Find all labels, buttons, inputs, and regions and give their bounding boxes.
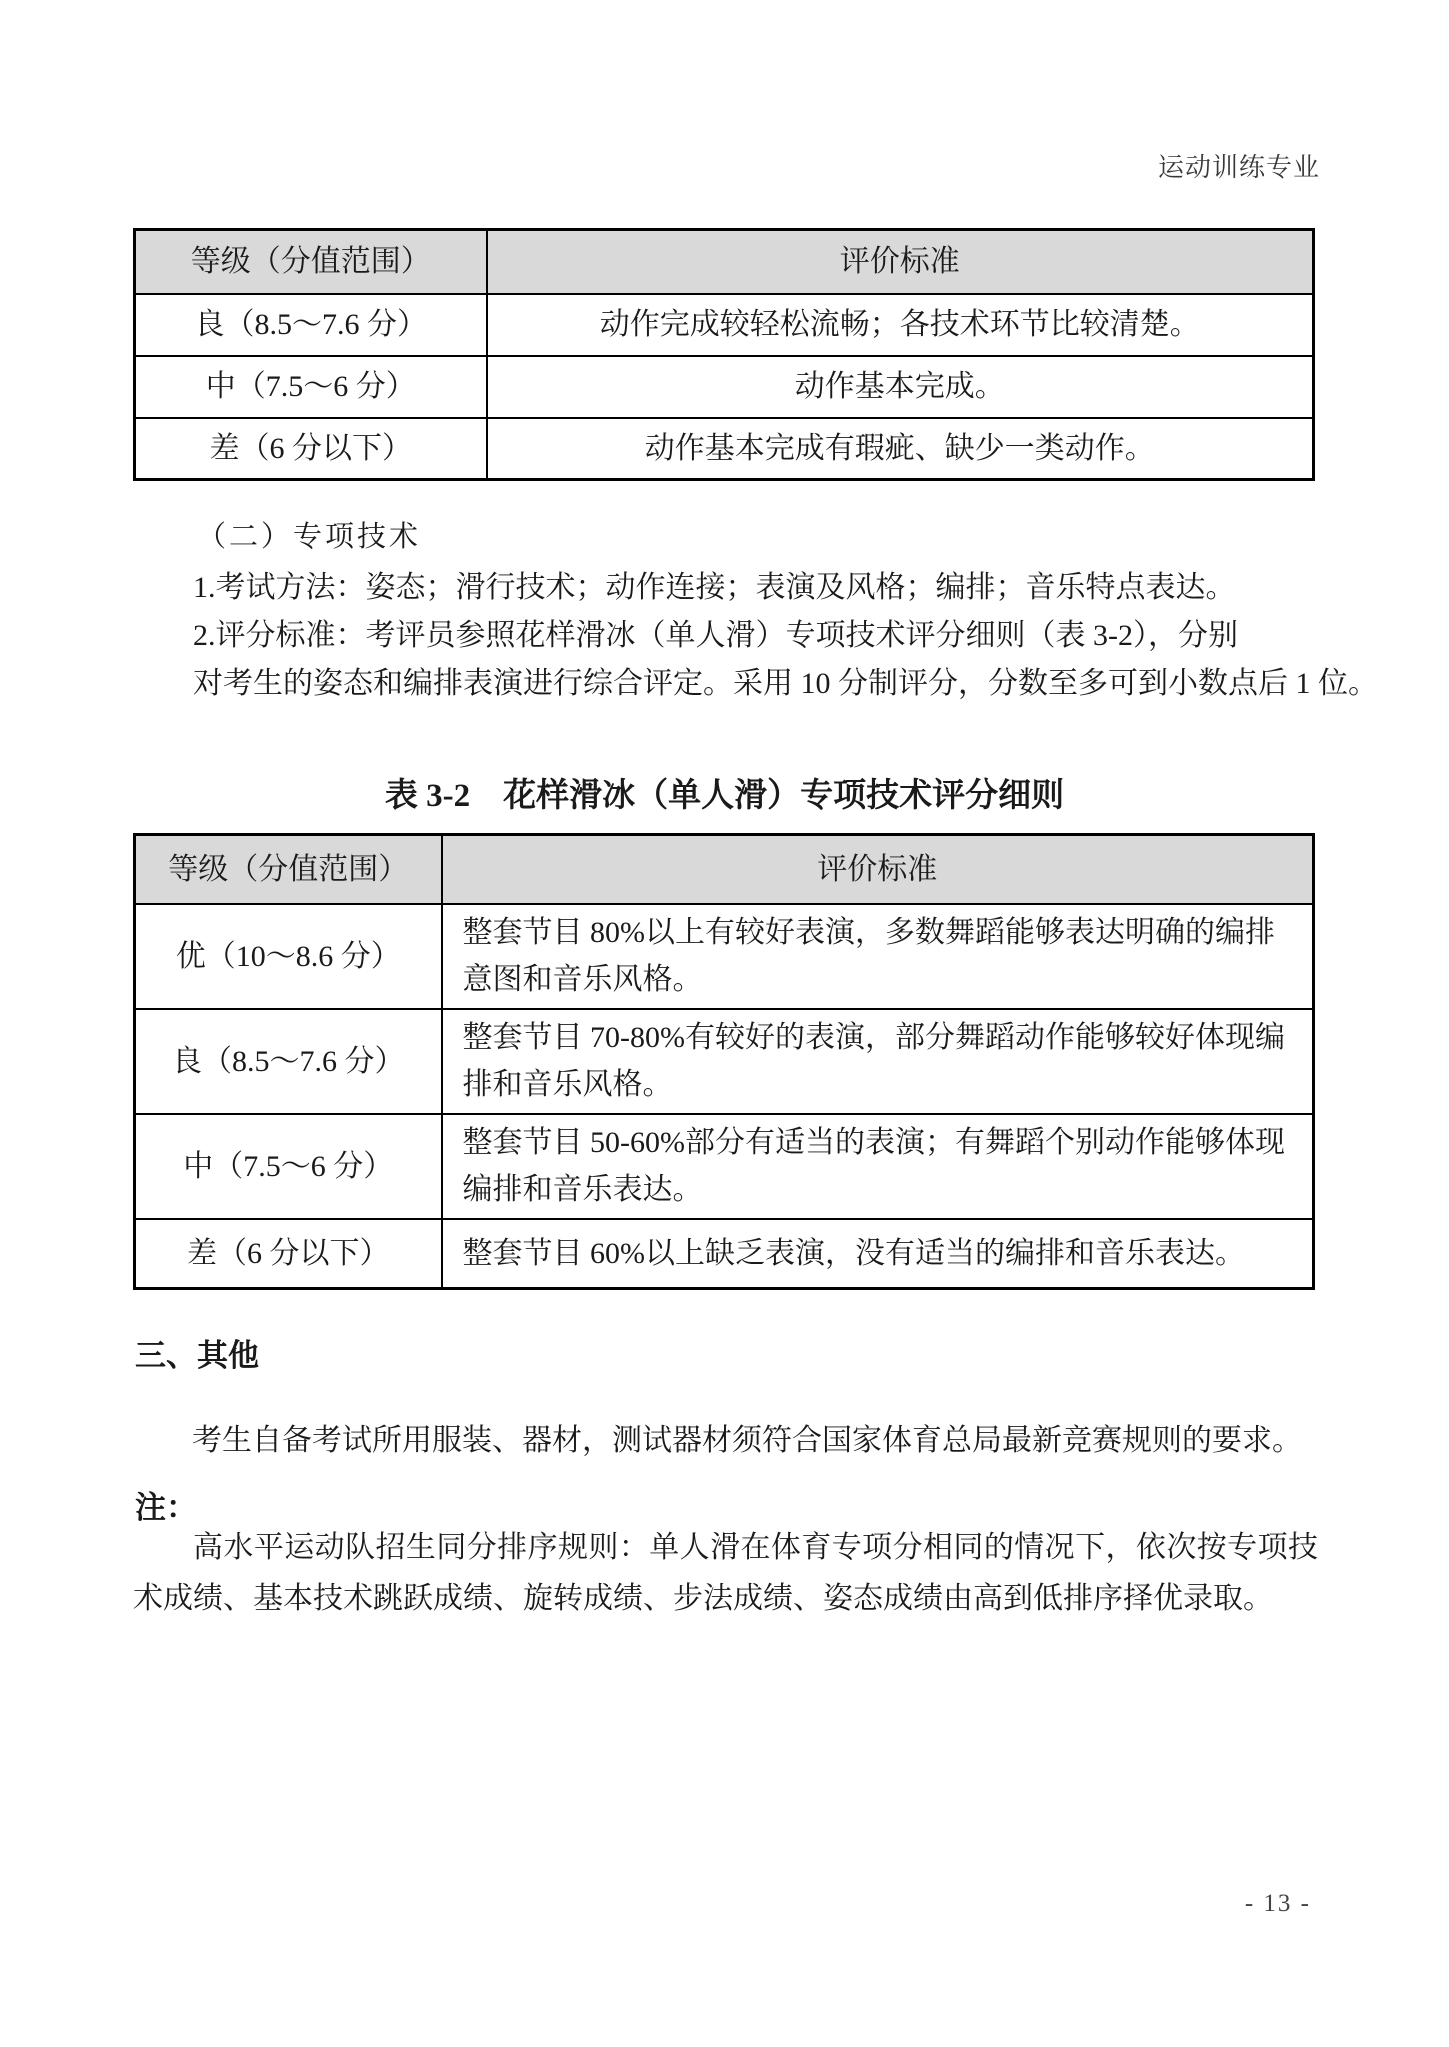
table-row [135, 418, 1314, 480]
grade-cell: 中（7.5～6 分） [135, 1114, 442, 1219]
section-heading-special-technique: （二）专项技术 [197, 521, 422, 553]
note-paragraph: 高水平运动队招生同分排序规则：单人滑在体育专项分相同的情况下，依次按专项技术成绩、基本技术跳跃成绩、旋转成绩、步法成绩、姿态成绩由高到低排序择优录取。 [133, 1531, 1318, 1615]
table-row [135, 294, 1314, 356]
grade-column-header: 等级（分值范围） [135, 835, 442, 904]
table-row [135, 904, 1314, 1009]
grade-cell: 良（8.5～7.6 分） [135, 294, 487, 356]
paragraph-line: 2.评分标准：考评员参照花样滑冰（单人滑）专项技术评分细则（表 3-2），分别 [193, 619, 1238, 652]
criteria-cell: 整套节目 80%以上有较好表演，多数舞蹈能够表达明确的编排意图和音乐风格。 [442, 904, 1314, 1009]
equipment-paragraph: 考生自备考试所用服装、器材，测试器材须符合国家体育总局最新竞赛规则的要求。 [192, 1424, 1302, 1457]
criteria-cell: 整套节目 50-60%部分有适当的表演；有舞蹈个别动作能够体现编排和音乐表达。 [442, 1114, 1314, 1219]
special-technique-score-table [133, 833, 1315, 1290]
table-3-2-title: 表 3-2 花样滑冰（单人滑）专项技术评分细则 [384, 778, 1065, 814]
criteria-cell: 整套节目 70-80%有较好的表演，部分舞蹈动作能够较好体现编排和音乐风格。 [442, 1009, 1314, 1114]
table-row [135, 356, 1314, 418]
section-heading-other: 三、其他 [135, 1338, 259, 1373]
table-row [135, 1219, 1314, 1289]
table-header-row [135, 230, 1314, 294]
grade-cell: 优（10～8.6 分） [135, 904, 442, 1009]
criteria-column-header: 评价标准 [487, 230, 1314, 294]
grade-column-header: 等级（分值范围） [135, 230, 487, 294]
criteria-cell: 动作完成较轻松流畅；各技术环节比较清楚。 [487, 294, 1314, 356]
section-body [193, 564, 1378, 708]
table-header-row [135, 835, 1314, 904]
paragraph-line: 对考生的姿态和编排表演进行综合评定。采用 10 分制评分，分数至多可到小数点后 1 位。 [193, 667, 1378, 700]
criteria-cell: 动作基本完成有瑕疵、缺少一类动作。 [487, 418, 1314, 480]
criteria-cell: 动作基本完成。 [487, 356, 1314, 418]
grade-cell: 差（6 分以下） [135, 418, 487, 480]
criteria-column-header: 评价标准 [442, 835, 1314, 904]
grade-cell: 良（8.5～7.6 分） [135, 1009, 442, 1114]
grade-cell: 差（6 分以下） [135, 1219, 442, 1289]
note-label: 注： [135, 1490, 197, 1525]
criteria-cell: 整套节目 60%以上缺乏表演，没有适当的编排和音乐表达。 [442, 1219, 1314, 1289]
table-row [135, 1009, 1314, 1114]
page-header-right: 运动训练专业 [1157, 153, 1320, 182]
basic-technique-score-table [133, 228, 1315, 481]
page-number: - 13 - [1244, 1890, 1311, 1917]
table-row [135, 1114, 1314, 1219]
paragraph-line: 1.考试方法：姿态；滑行技术；动作连接；表演及风格；编排；音乐特点表达。 [193, 571, 1236, 604]
grade-cell: 中（7.5～6 分） [135, 356, 487, 418]
